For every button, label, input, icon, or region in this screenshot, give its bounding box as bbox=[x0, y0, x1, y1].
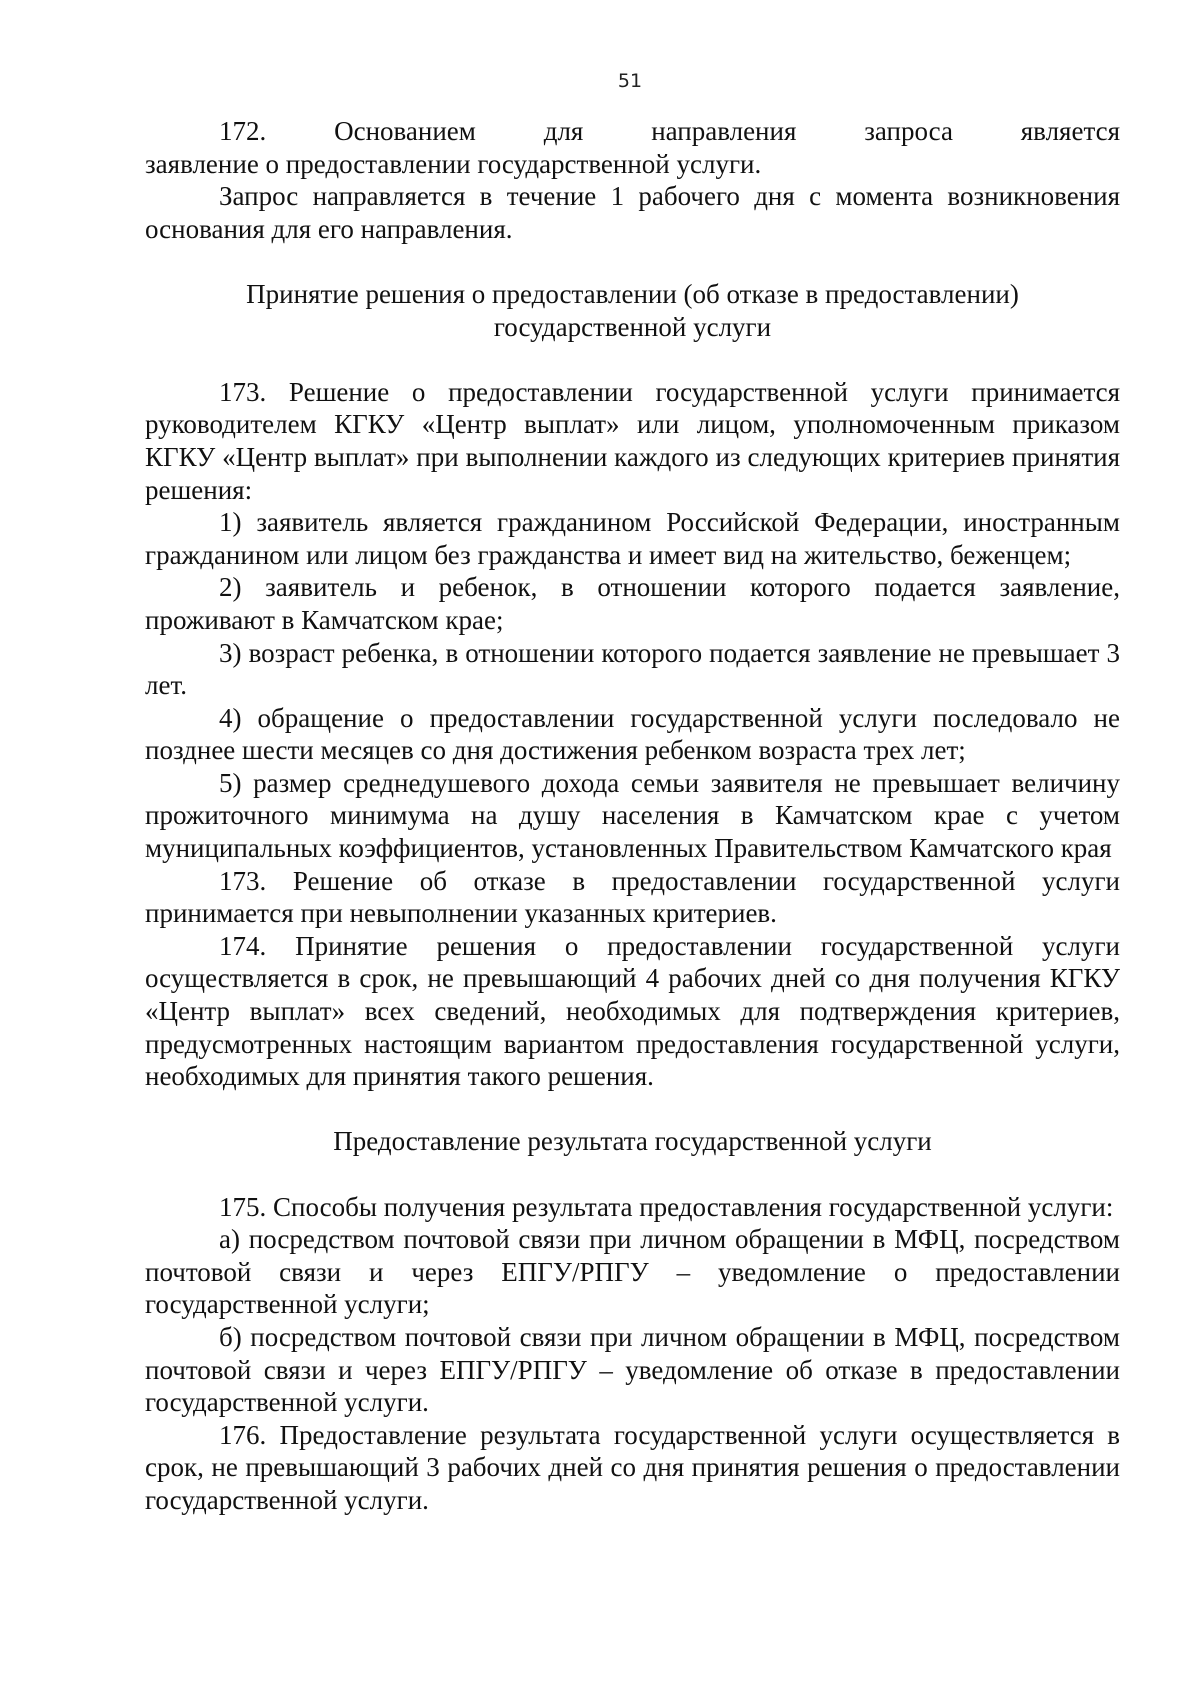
paragraph-176: 176. Предоставление результата государственной услуги осуществляется в срок, не превышающий 3 рабочих дней со дня принятия решения о предоставлении государственной услуги. bbox=[145, 1419, 1120, 1515]
document-body bbox=[145, 115, 1120, 1517]
spacer bbox=[145, 245, 1120, 278]
paragraph-173-refusal: 173. Решение об отказе в предоставлении государственной услуги принимается при невыполнении указанных критериев. bbox=[145, 865, 1120, 929]
list-item-4: 4) обращение о предоставлении государственной услуги последовало не позднее шести месяцев со дня достижения ребенком возраста трех лет; bbox=[145, 702, 1120, 766]
list-item-1: 1) заявитель является гражданином Российской Федерации, иностранным гражданином или лицом без гражданства и имеет вид на жительство, беженцем; bbox=[145, 507, 1120, 570]
section-heading-result: Предоставление результата государственной услуги bbox=[333, 1126, 932, 1157]
list-item-5: 5) размер среднедушевого дохода семьи заявителя не превышает величину прожиточного минимума на душу населения в Камчатском крае с учетом муниципальных коэффициентов, установленных Правительством Камчатского края bbox=[145, 767, 1120, 864]
paragraph-173: 173. Решение о предоставлении государственной услуги принимается руководителем КГКУ «Центр выплат» или лицом, уполномоченным приказом КГКУ «Центр выплат» при выполнении каждого из следующих критериев принятия решения: bbox=[145, 376, 1120, 505]
page-number: 51 bbox=[617, 70, 643, 92]
spacer bbox=[145, 1093, 1120, 1126]
paragraph-request: Запрос направляется в течение 1 рабочего дня с момента возникновения основания для его направления. bbox=[145, 181, 1120, 244]
spacer bbox=[145, 1158, 1120, 1191]
paragraph-172-line1: 172. Основанием для направления запроса является bbox=[219, 116, 1120, 146]
section-heading-decision: Принятие решения о предоставлении (об отказе в предоставлении) государственной услуги bbox=[246, 278, 1019, 342]
spacer bbox=[145, 343, 1120, 376]
paragraph-172-line2: заявление о предоставлении государственной услуги. bbox=[145, 148, 762, 179]
paragraph-174: 174. Принятие решения о предоставлении государственной услуги осуществляется в срок, не превышающий 4 рабочих дней со дня получения КГКУ «Центр выплат» всех сведений, необходимых для подтверждения критериев, предусмотренных настоящим вариантом предоставления государственной услуги, необходимых для принятия такого решения. bbox=[145, 930, 1120, 1092]
list-item-a: а) посредством почтовой связи при личном обращении в МФЦ, посредством почтовой связи и через ЕПГУ/РПГУ – уведомление о предоставлении государственной услуги; bbox=[145, 1224, 1120, 1320]
list-item-2: 2) заявитель и ребенок, в отношении которого подается заявление, проживают в Камчатском крае; bbox=[145, 572, 1120, 635]
list-item-b: б) посредством почтовой связи при личном обращении в МФЦ, посредством почтовой связи и через ЕПГУ/РПГУ – уведомление об отказе в предоставлении государственной услуги. bbox=[145, 1321, 1120, 1418]
paragraph-175: 175. Способы получения результата предоставления государственной услуги: bbox=[219, 1191, 1114, 1222]
list-item-3: 3) возраст ребенка, в отношении которого подается заявление не превышает 3 лет. bbox=[145, 637, 1120, 701]
